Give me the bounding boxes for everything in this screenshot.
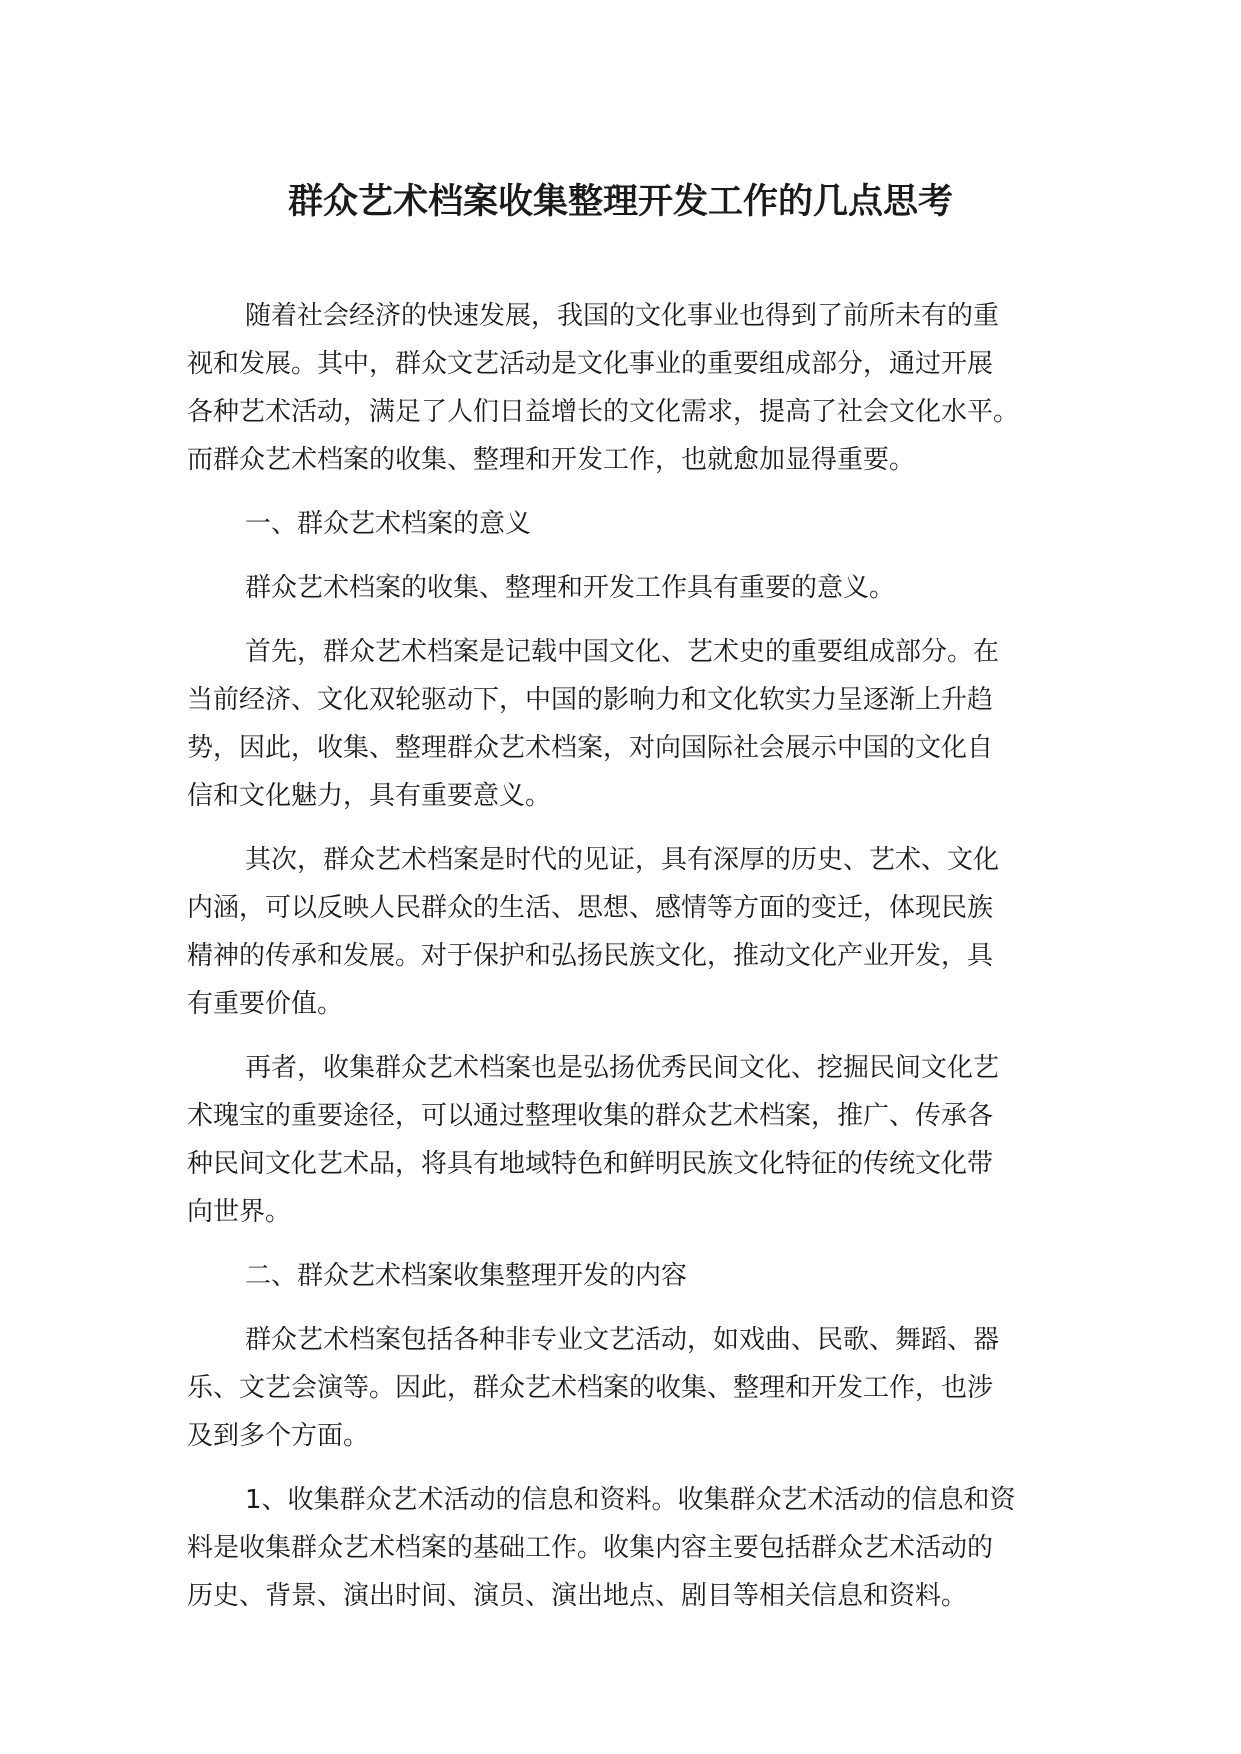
document-title: 群众艺术档案收集整理开发工作的几点思考	[287, 182, 953, 222]
paragraph-line: 料是收集群众艺术档案的基础工作。收集内容主要包括群众艺术活动的	[187, 1533, 994, 1563]
paragraph-line: 精神的传承和发展。对于保护和弘扬民族文化，推动文化产业开发，具	[187, 941, 994, 971]
paragraph-line: 1、收集群众艺术活动的信息和资料。收集群众艺术活动的信息和资	[245, 1485, 1016, 1515]
section-heading-2	[187, 1252, 1067, 1300]
paragraph-line: 随着社会经济的快速发展，我国的文化事业也得到了前所未有的重	[245, 301, 1000, 331]
paragraph-content-lead	[187, 1316, 1067, 1460]
paragraph-line: 内涵，可以反映人民群众的生活、思想、感情等方面的变迁，体现民族	[187, 893, 994, 923]
paragraph-line: 群众艺术档案的收集、整理和开发工作具有重要的意义。	[245, 573, 896, 603]
section-heading-text: 一、群众艺术档案的意义	[245, 509, 532, 539]
paragraph-line: 首先，群众艺术档案是记载中国文化、艺术史的重要组成部分。在	[245, 637, 1000, 667]
paragraph-line: 而群众艺术档案的收集、整理和开发工作，也就愈加显得重要。	[187, 445, 916, 475]
paragraph-line: 视和发展。其中，群众文艺活动是文化事业的重要组成部分，通过开展	[187, 349, 994, 379]
paragraph-line: 群众艺术档案包括各种非专业文艺活动，如戏曲、民歌、舞蹈、器	[245, 1325, 1000, 1355]
paragraph-first	[187, 628, 1067, 820]
paragraph-intro	[187, 292, 1067, 484]
paragraph-line: 势，因此，收集、整理群众艺术档案，对向国际社会展示中国的文化自	[187, 733, 994, 763]
paragraph-line: 再者，收集群众艺术档案也是弘扬优秀民间文化、挖掘民间文化艺	[245, 1053, 1000, 1083]
section-heading-1	[187, 500, 1067, 548]
paragraph-line: 历史、背景、演出时间、演员、演出地点、剧目等相关信息和资料。	[187, 1581, 968, 1611]
paragraph-significance-lead	[187, 564, 1067, 612]
paragraph-line: 种民间文化艺术品，将具有地域特色和鲜明民族文化特征的传统文化带	[187, 1149, 994, 1179]
paragraph-line: 乐、文艺会演等。因此，群众艺术档案的收集、整理和开发工作，也涉	[187, 1373, 994, 1403]
paragraph-line: 信和文化魅力，具有重要意义。	[187, 781, 552, 811]
section-heading-text: 二、群众艺术档案收集整理开发的内容	[245, 1261, 688, 1291]
paragraph-line: 其次，群众艺术档案是时代的见证，具有深厚的历史、艺术、文化	[245, 845, 1000, 875]
paragraph-line: 术瑰宝的重要途径，可以通过整理收集的群众艺术档案，推广、传承各	[187, 1101, 994, 1131]
paragraph-item-1	[187, 1476, 1067, 1620]
paragraph-line: 及到多个方面。	[187, 1421, 370, 1451]
paragraph-line: 向世界。	[187, 1197, 292, 1227]
paragraph-second	[187, 836, 1067, 1028]
paragraph-line: 当前经济、文化双轮驱动下，中国的影响力和文化软实力呈逐渐上升趋	[187, 685, 994, 715]
document-body	[187, 292, 1067, 1636]
paragraph-line: 有重要价值。	[187, 989, 344, 1019]
paragraph-line: 各种艺术活动，满足了人们日益增长的文化需求，提高了社会文化水平。	[187, 397, 1020, 427]
paragraph-third	[187, 1044, 1067, 1236]
